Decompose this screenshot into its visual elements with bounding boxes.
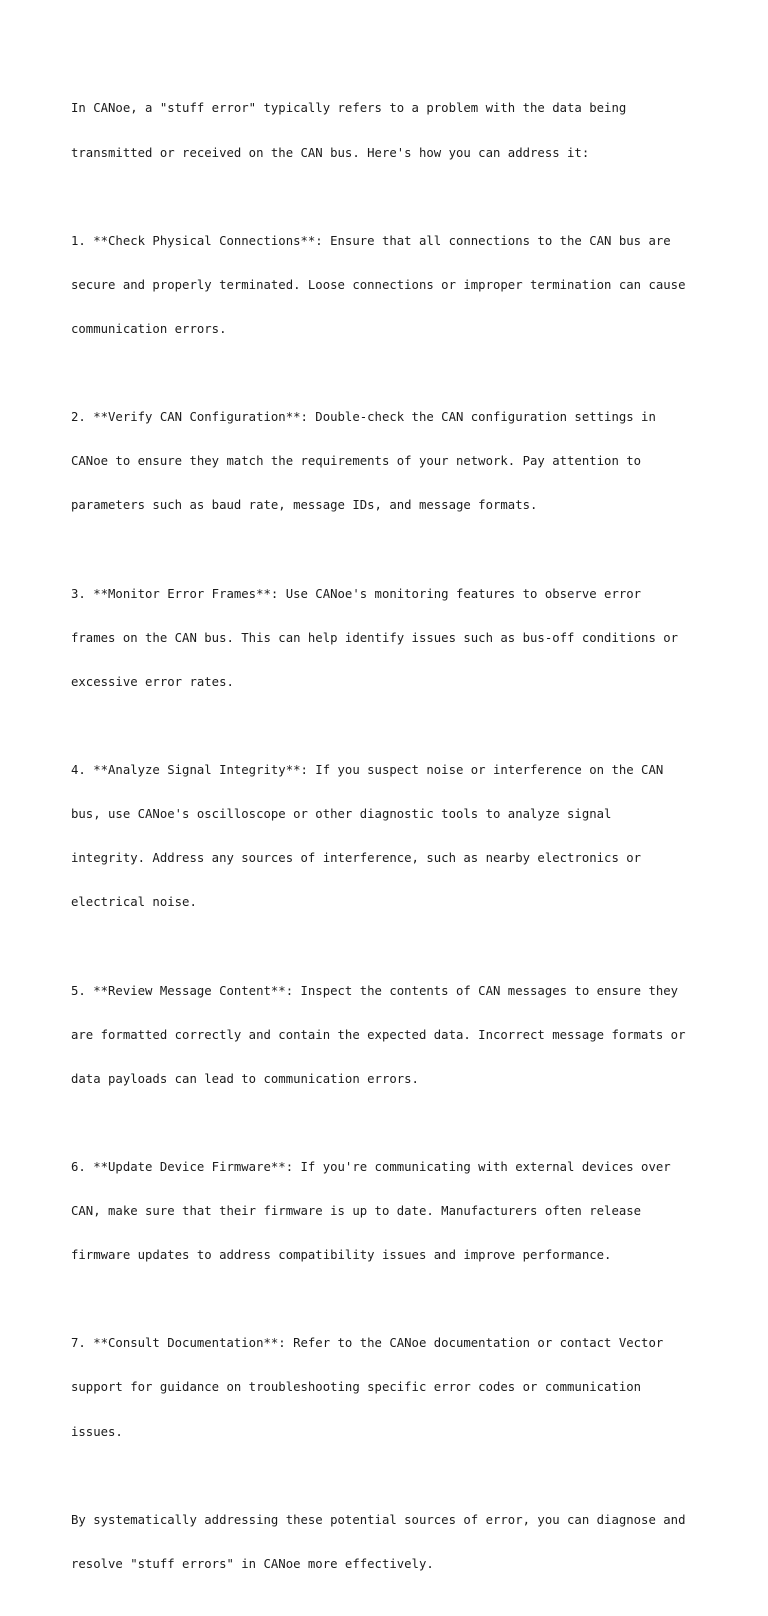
list-item-analyze-signal-integrity <box>71 734 721 940</box>
list-item-review-message-content <box>71 954 721 1116</box>
text-line: excessive error rates. <box>71 674 234 689</box>
list-item-update-device-firmware <box>71 1131 721 1293</box>
text-line: CANoe to ensure they match the requirements of your network. Pay attention to <box>71 454 642 469</box>
text-line: data payloads can lead to communication errors. <box>71 1071 419 1086</box>
text-line: integrity. Address any sources of interference, such as nearby electronics or <box>71 851 642 866</box>
text-line: bus, use CANoe's oscilloscope or other diagnostic tools to analyze signal <box>71 807 612 822</box>
text-line: resolve "stuff errors" in CANoe more effectively. <box>71 1556 434 1571</box>
text-line: issues. <box>71 1424 123 1439</box>
text-line: 2. **Verify CAN Configuration**: Double-check the CAN configuration settings in <box>71 410 656 425</box>
text-line: 7. **Consult Documentation**: Refer to the CANoe documentation or contact Vector <box>71 1336 664 1351</box>
text-line: firmware updates to address compatibility issues and improve performance. <box>71 1248 612 1263</box>
text-line: support for guidance on troubleshooting specific error codes or communication <box>71 1380 642 1395</box>
text-line: 1. **Check Physical Connections**: Ensure that all connections to the CAN bus are <box>71 233 671 248</box>
text-line: electrical noise. <box>71 895 197 910</box>
text-line: 4. **Analyze Signal Integrity**: If you suspect noise or interference on the CAN <box>71 762 664 777</box>
intro-paragraph <box>71 72 721 190</box>
text-line: communication errors. <box>71 321 227 336</box>
text-line: 3. **Monitor Error Frames**: Use CANoe's monitoring features to observe error <box>71 586 642 601</box>
text-line: are formatted correctly and contain the expected data. Incorrect message formats or <box>71 1027 686 1042</box>
text-line: frames on the CAN bus. This can help identify issues such as bus-off conditions or <box>71 630 679 645</box>
text-line: transmitted or received on the CAN bus. Here's how you can address it: <box>71 145 590 160</box>
conclusion-paragraph <box>71 1483 721 1601</box>
list-item-monitor-error-frames <box>71 557 721 719</box>
text-line: CAN, make sure that their firmware is up to date. Manufacturers often release <box>71 1204 642 1219</box>
text-line: 6. **Update Device Firmware**: If you're communicating with external devices over <box>71 1159 671 1174</box>
list-item-verify-can-configuration <box>71 381 721 543</box>
list-item-check-physical-connections <box>71 204 721 366</box>
list-item-consult-documentation <box>71 1307 721 1469</box>
text-line: By systematically addressing these potential sources of error, you can diagnose and <box>71 1512 686 1527</box>
text-line: secure and properly terminated. Loose connections or improper termination can cause <box>71 277 686 292</box>
text-line: In CANoe, a "stuff error" typically refers to a problem with the data being <box>71 101 627 116</box>
text-line: 5. **Review Message Content**: Inspect the contents of CAN messages to ensure they <box>71 983 679 998</box>
text-line: parameters such as baud rate, message IDs, and message formats. <box>71 498 538 513</box>
document-body <box>71 72 721 1616</box>
